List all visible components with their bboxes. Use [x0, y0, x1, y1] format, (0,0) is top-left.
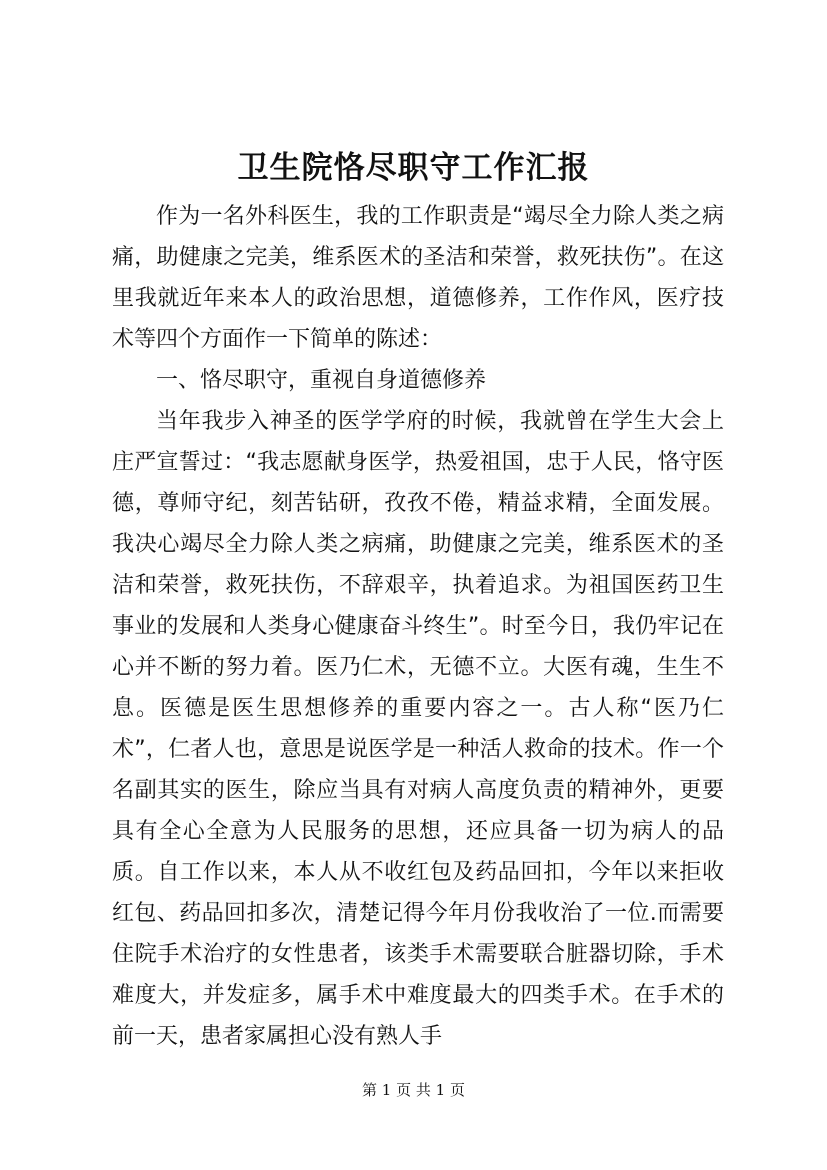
paragraph-body: 当年我步入神圣的医学学府的时候，我就曾在学生大会上庄严宣誓过：“我志愿献身医学，热爱祖国，忠于人民，恪守医德，尊师守纪，刻苦钻研，孜孜不倦，精益求精，全面发展。我决心竭尽全力除人类之病痛，助健康之完美，维系医术的圣洁和荣誉，救死扶伤，不辞艰辛，执着追求。为祖国医药卫生事业的发展和人类身心健康奋斗终生”。时至今日，我仍牢记在心并不断的努力着。医乃仁术，无德不立。大医有魂，生生不息。医德是医生思想修养的重要内容之一。古人称“医乃仁术”，仁者人也，意思是说医学是一种活人救命的技术。作一个名副其实的医生，除应当具有对病人高度负责的精神外，更要具有全心全意为人民服务的思想，还应具备一切为病人的品质。自工作以来，本人从不收红包及药品回扣，今年以来拒收红包、药品回扣多次，清楚记得今年月份我收治了一位.而需要住院手术治疗的女性患者，该类手术需要联合脏器切除，手术难度大，并发症多，属手术中难度最大的四类手术。在手术的前一天，患者家属担心没有熟人手	[112, 409, 724, 1049]
section-heading-1: 一、恪尽职守，重视自身道德修养	[156, 368, 487, 393]
paragraph-intro: 作为一名外科医生，我的工作职责是“竭尽全力除人类之病痛，助健康之完美，维系医术的圣洁和荣誉，救死扶伤”。在这里我就近年来本人的政治思想，道德修养，工作作风，医疗技术等四个方面作一下简单的陈述：	[112, 204, 724, 352]
document-title: 卫生院恪尽职守工作汇报	[237, 150, 590, 186]
page-footer	[0, 1080, 827, 1100]
page-number-label: 第 1 页 共 1 页	[362, 1081, 465, 1099]
document-body	[112, 196, 724, 1057]
